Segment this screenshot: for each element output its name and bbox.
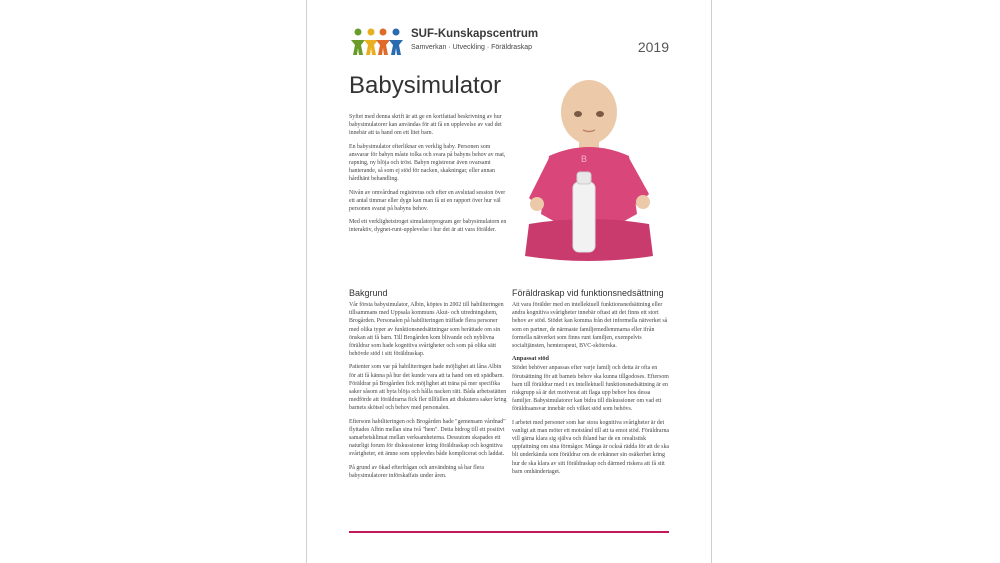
intro-paragraph: Syftet med denna skrift är att ge en kortfattad beskrivning av hur babysimulatorer kan användas för att få en upplevelse av vad det innebär att ta hand om ett litet barn. xyxy=(349,114,502,137)
bottle-cap xyxy=(577,172,591,184)
body-paragraph: Vår första babysimulator, Albin, köptes in 2002 till habiliteringen tillsammans med Uppsala kommuns Akut- och utredningshem, Brogården. Personalen på habiliteringen träffade flera personer med olika typer av funktionsnedsättningar som berättade om sin önskan att få barn. Till Brogården kom blivande och nyblivna föräldrar som hade kognitiva svårigheter och som på olika sätt behövde stöd i sitt föräldraskap. xyxy=(349,302,504,358)
foraldraskap-section xyxy=(512,288,670,481)
intro-paragraph: Nivån av omvårdnad registreras och efter en avslutad session över ett antal timmar eller dygn kan man få ut en rapport över hur väl personen svarat på babyns behov. xyxy=(349,189,506,213)
figure-body xyxy=(389,40,403,55)
bottle-body xyxy=(573,182,595,252)
body-paragraph: Eftersom habiliteringen och Brogården hade "gemensam vårdnad" flyttades Albin mellan sina två "hem". Detta bidrog till ett positivt samarbetsklimat mellan verksamheterna. Dessutom skapades ett naturligt forum för diskussioner kring föräldraskap och kognitiva svårigheter, ett ämne som upplevdes både komplicerat och laddat. xyxy=(349,418,506,458)
subsection-heading: Anpassat stöd xyxy=(512,355,549,363)
page-title: Babysimulator xyxy=(349,72,502,99)
publication-year: 2019 xyxy=(637,39,669,55)
section-heading: Föräldraskap vid funktionsnedsättning xyxy=(512,288,664,298)
section-heading: Bakgrund xyxy=(349,288,388,298)
intro-paragraph: En babysimulator efterliknar en verklig baby. Personen som ansvarar för babyn måste tolka och svara på babyns behov av mat, rapning, ny blöja och tröst. Babyn registrerar även ovarsamt hanterande, så som ej stöd för nacken, skakningar, eller annan hårdhänt behandling. xyxy=(349,143,506,183)
body-paragraph: Stödet behöver anpassas efter varje familj och detta är ofta en förutsättning för att barnets behov ska kunna tillgodoses. Eftersom barn till föräldrar med t ex intellektuell funktionsnedsättning är en riskgrupp så är det motiverat att flaga upp behov hos dessa familjer. Babysimulatorer kan bidra till diskussioner om vad ett föräldraansvar innebär och vilket stöd som behövs. xyxy=(512,365,669,413)
intro-paragraph: Med ett verklighetstroget simulatorprogram ger babysimulatorn en interaktiv, dygnet-runt-upplevelse i hur det är att vara förälder. xyxy=(349,219,507,234)
baby-eye xyxy=(574,111,582,117)
figure-head xyxy=(355,29,362,36)
baby-simulator-photo xyxy=(519,74,659,270)
logo-name: SUF-Kunskapscentrum xyxy=(411,28,539,40)
bakgrund-section xyxy=(349,288,507,485)
body-paragraph: På grund av ökad efterfrågan och användning så har flera babysimulatorer införskaffats under åren. xyxy=(349,464,484,479)
body-paragraph: I arbetet med personer som har stora kognitiva svårigheter är det vanligt att man möter ett motstånd till att ta emot stöd. Föräldrarna vill gärna klara sig själva och ibland har de en orealistisk uppfattning om sina förmågor. Många är också rädda för att de ska bli underkända som föräldrar om de erkänner sin osäkerhet kring hur de ska klara av sitt föräldraskap och därmed riskera att få sitt barn omhändertaget. xyxy=(512,419,670,475)
baby-eye xyxy=(596,111,604,117)
baby-neck xyxy=(579,140,599,148)
figure-head xyxy=(368,29,375,36)
family-figures-icon xyxy=(349,26,411,56)
figure-body xyxy=(364,40,378,55)
intro-text xyxy=(349,113,507,240)
figure-head xyxy=(393,29,400,36)
figure-body xyxy=(351,40,365,55)
suf-logo xyxy=(349,26,549,58)
body-paragraph: Att vara förälder med en intellektuell funktionsnedsättning eller andra kognitiva svårigheter innebär oftast att det finns ett stort behov av stöd. Stödet kan komma från det informella nätverket så som en partner, de närmaste familjemedlemmarna eller ifrån formella nätverket som finns runt familjen, exempelvis socialtjänsten, hemterapeut, BVC-sköterska. xyxy=(512,302,668,350)
logo-tagline: Samverkan · Utveckling · Föräldraskap xyxy=(411,44,532,51)
figure-body xyxy=(376,40,390,55)
bottle-label: B xyxy=(580,154,588,164)
document-page xyxy=(306,0,712,563)
figure-head xyxy=(380,29,387,36)
baby-head xyxy=(561,80,617,144)
baby-hand xyxy=(530,197,544,211)
baby-hand xyxy=(636,195,650,209)
footer-rule xyxy=(349,531,669,533)
body-paragraph: Patienter som var på habiliteringen hade möjlighet att låna Albin för att få känna på hur det kunde vara att ta hand om ett spädbarn. Föräldrar på Brogården fick möjlighet att träna på mer specifika saker såsom att byta blöja och hålla nacken rätt. Båda arbetsstätten medförde att föräldrarna fick fler tillfällen att diskutera saker kring barnets skötsel och behov med personalen. xyxy=(349,364,507,412)
